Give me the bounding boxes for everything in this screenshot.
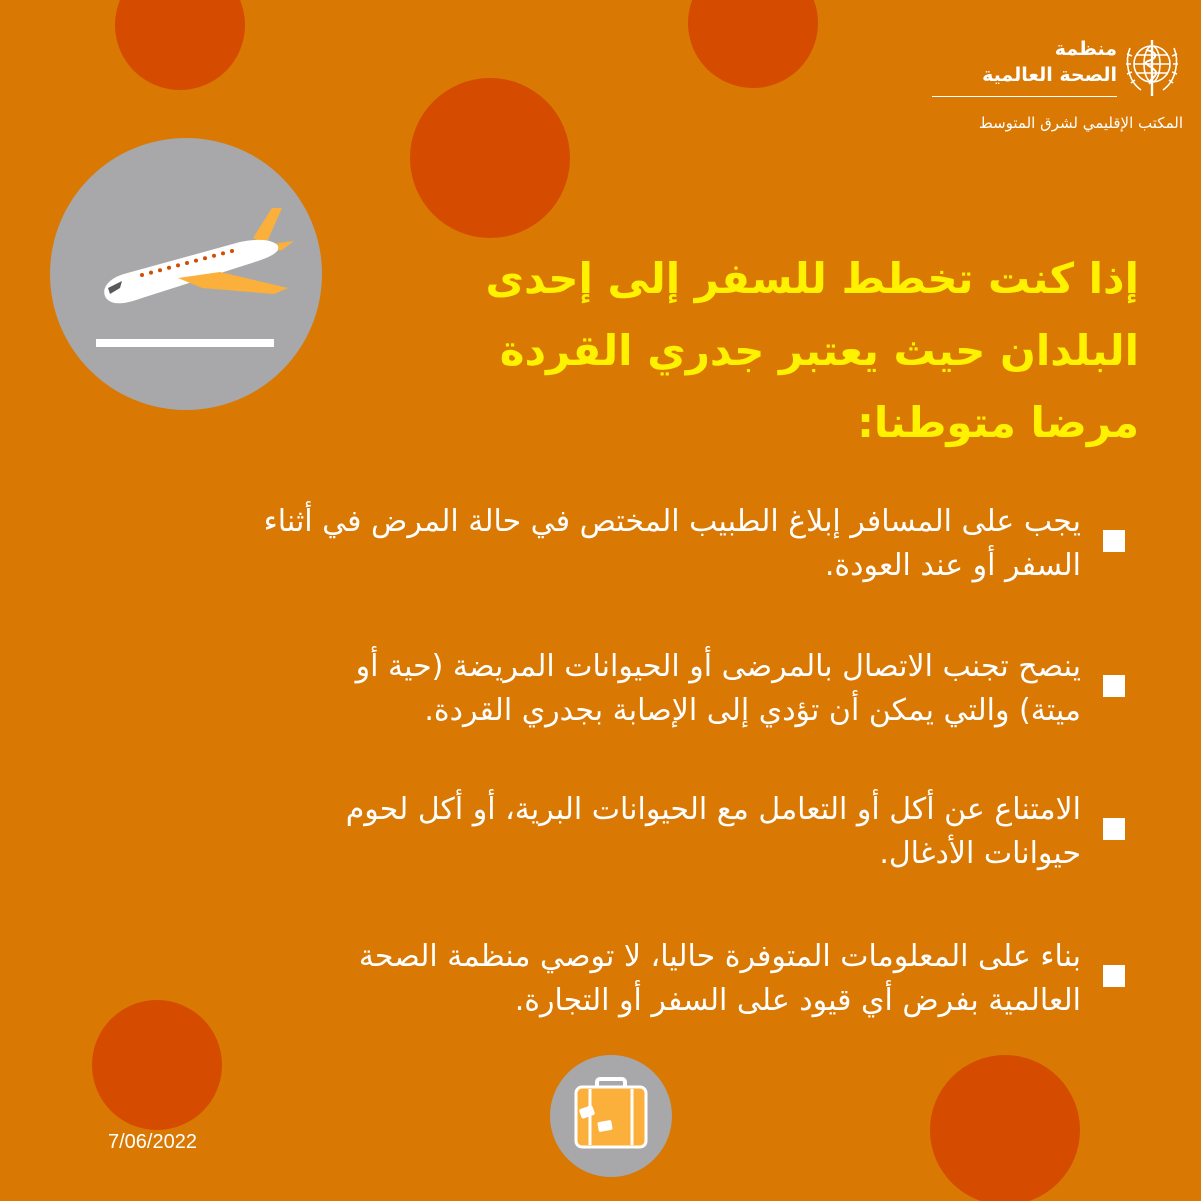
list-item-line: السفر أو عند العودة. <box>824 548 1081 583</box>
logo-name-line1: منظمة <box>1054 38 1117 60</box>
logo-divider <box>932 96 1117 97</box>
list-item <box>125 500 1125 590</box>
square-bullet-icon <box>1103 675 1125 697</box>
date-label: 7/06/2022 <box>108 1131 197 1153</box>
list-item-line: بناء على المعلومات المتوفرة حاليا، لا توصي منظمة الصحة <box>358 939 1081 974</box>
list-item-line: الامتناع عن أكل أو التعامل مع الحيوانات البرية، أو أكل لحوم <box>345 792 1081 827</box>
square-bullet-icon <box>1103 965 1125 987</box>
list-item-text <box>131 935 1081 1023</box>
decor-circle-bottom-right <box>930 1055 1080 1201</box>
decor-circle-top-middle <box>410 78 570 238</box>
who-logo <box>918 34 1183 144</box>
airplane-badge <box>50 138 322 410</box>
airplane-landing-icon <box>50 138 322 410</box>
list-item-text <box>131 788 1081 876</box>
list-item-line: ميتة) والتي يمكن أن تؤدي إلى الإصابة بجدري القردة. <box>424 693 1081 728</box>
headline-line2: البلدان حيث يعتبر جدري القردة <box>499 326 1139 375</box>
list-item-line: حيوانات الأدغال. <box>879 836 1081 871</box>
headline-line3: مرضا متوطنا: <box>857 398 1139 447</box>
logo-office-line: المكتب الإقليمي لشرق المتوسط <box>978 114 1183 132</box>
headline-line1: إذا كنت تخطط للسفر إلى إحدى <box>485 254 1139 303</box>
list-item-text <box>131 500 1081 588</box>
list-item-line: ينصح تجنب الاتصال بالمرضى أو الحيوانات المريضة (حية أو <box>355 649 1081 684</box>
list-item <box>125 935 1125 1025</box>
decor-circle-top-right <box>688 0 818 88</box>
logo-name-line2: الصحة العالمية <box>982 64 1117 86</box>
square-bullet-icon <box>1103 818 1125 840</box>
square-bullet-icon <box>1103 530 1125 552</box>
list-item-line: يجب على المسافر إبلاغ الطبيب المختص في حالة المرض في أثناء <box>263 504 1081 539</box>
suitcase-icon <box>550 1055 672 1177</box>
headline <box>379 243 1139 459</box>
suitcase-badge <box>550 1055 672 1177</box>
list-item <box>125 645 1125 735</box>
decor-circle-top-left <box>115 0 245 90</box>
list-item-text <box>131 645 1081 733</box>
list-item <box>125 788 1125 878</box>
list-item-line: العالمية بفرض أي قيود على السفر أو التجارة. <box>514 983 1081 1018</box>
who-emblem-icon <box>1121 34 1183 102</box>
